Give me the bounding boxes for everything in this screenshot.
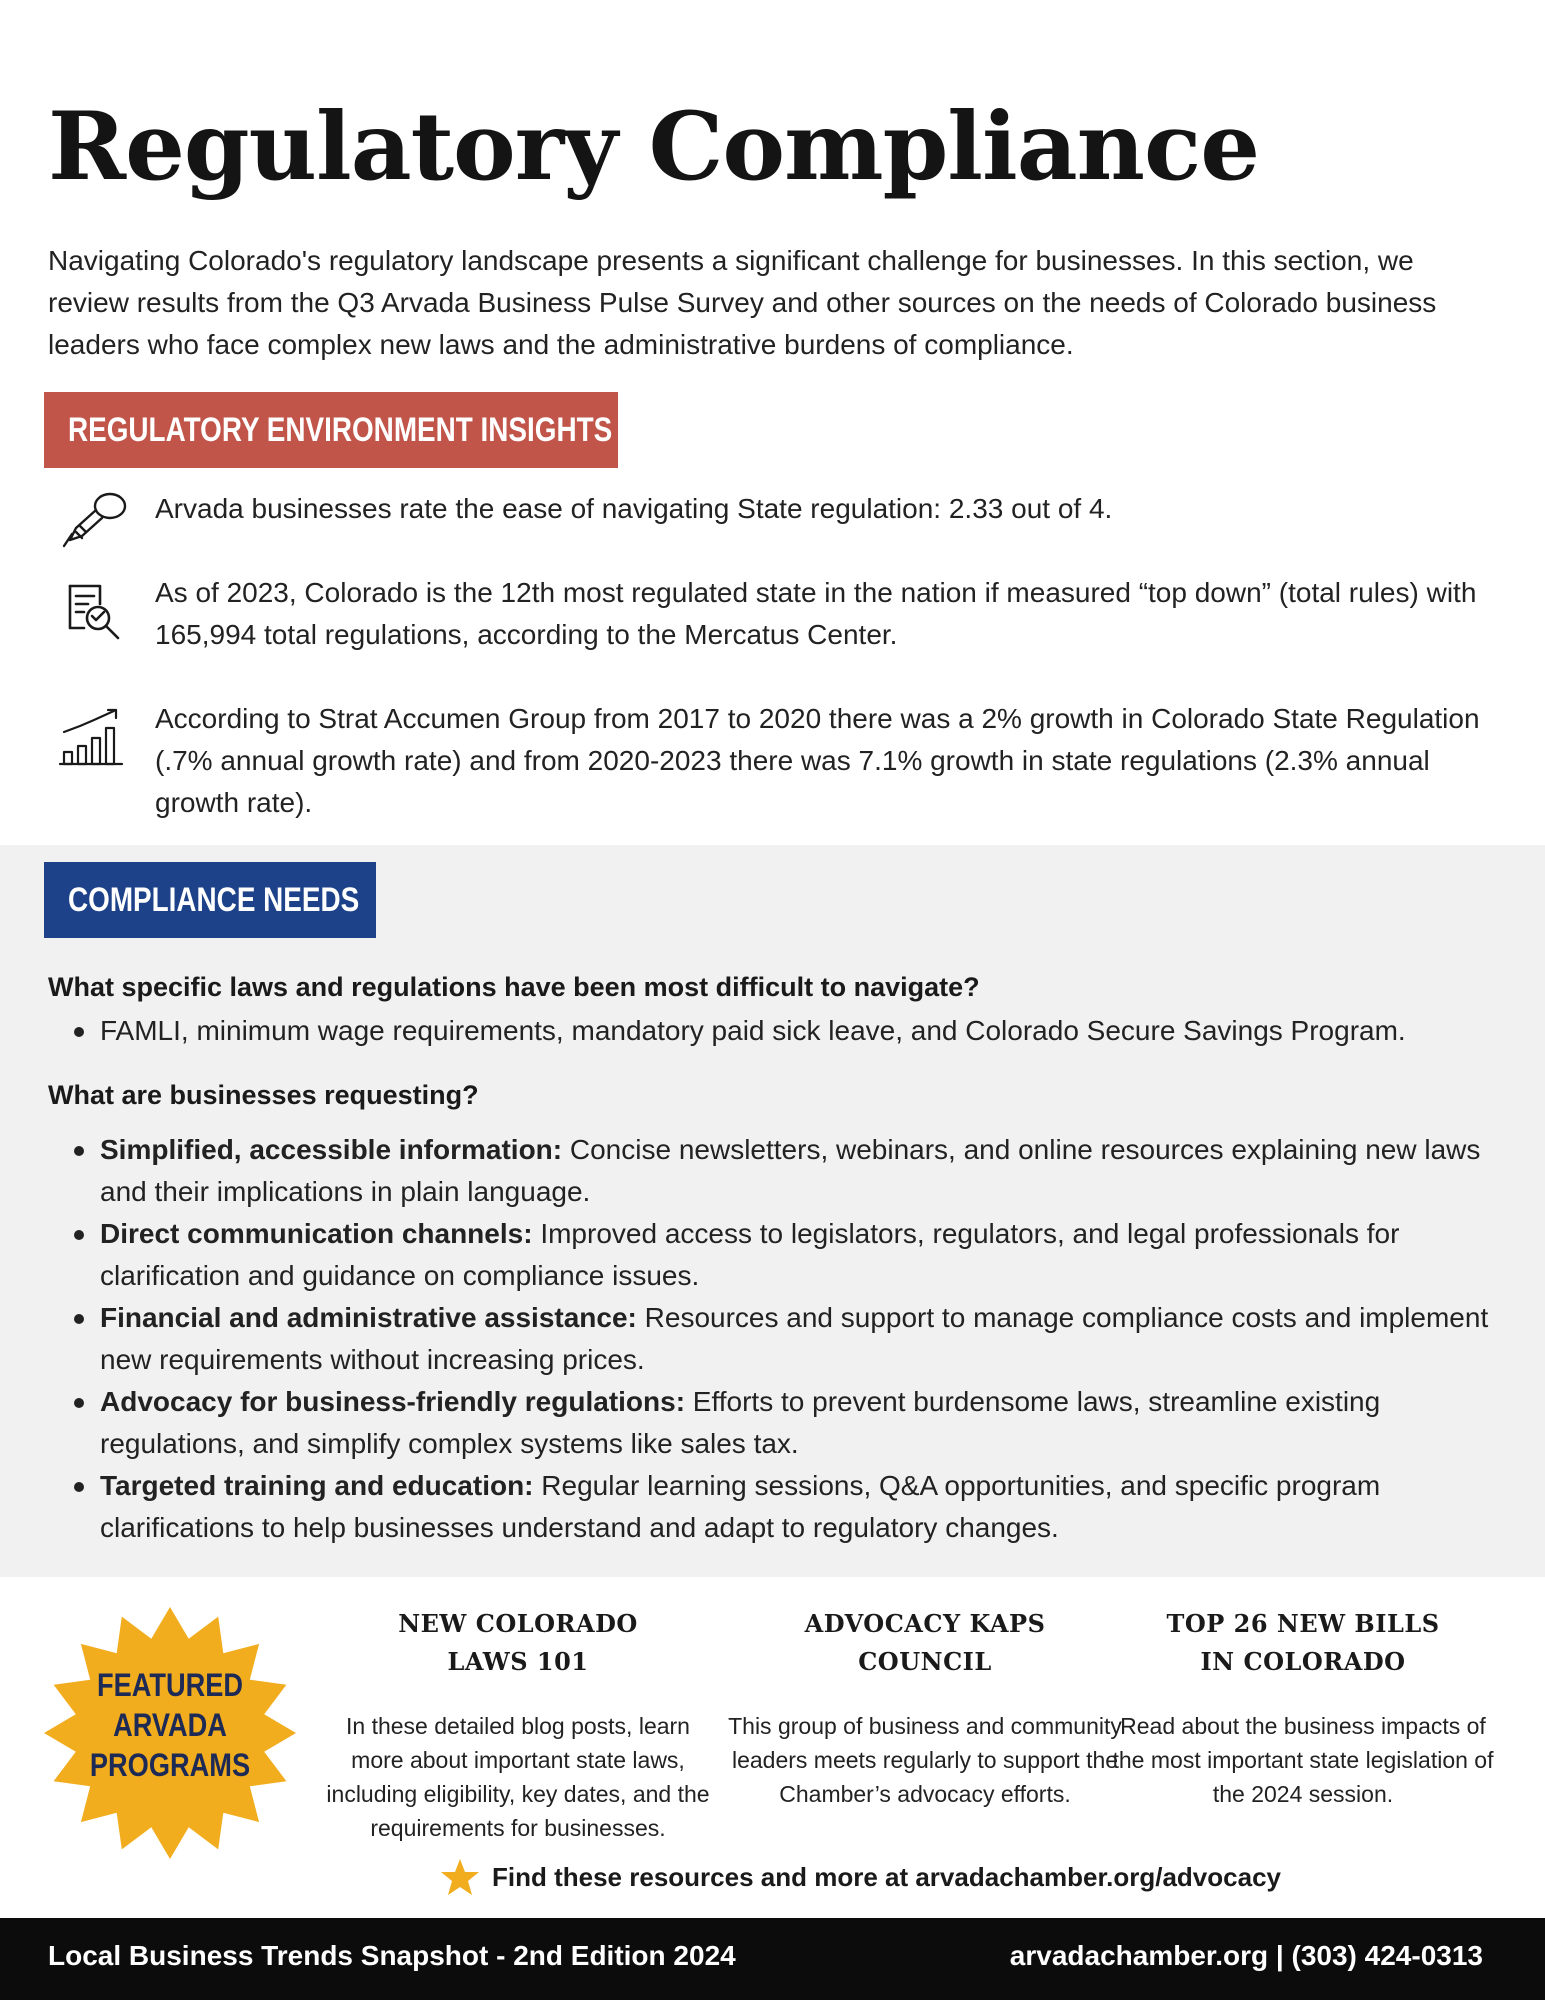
requests-list: [70, 1129, 1490, 1549]
request-text: Concise newsletters, webinars, and online resources explaining new laws and their implications in plain language.: [100, 1134, 1481, 1207]
program-new-colorado-laws[interactable]: [318, 1605, 718, 1845]
featured-badge-line: FEATURED: [96, 1667, 244, 1703]
program-advocacy-kaps-council[interactable]: [725, 1605, 1125, 1811]
insight-text: According to Strat Accumen Group from 2017 to 2020 there was a 2% growth in Colorado State Regulation (.7% annual growth rate) and from 2020-2023 there was 7.1% growth in state regulations (2.3% annual growth rate).: [155, 703, 1480, 818]
program-title: [318, 1605, 718, 1681]
insights-section-header: [44, 392, 618, 468]
document-magnifier-icon: [58, 582, 130, 642]
growth-chart-icon: [58, 708, 130, 768]
list-item: [70, 1129, 1490, 1213]
requests-question: What are businesses requesting?: [48, 1080, 479, 1110]
star-icon: [440, 1858, 480, 1896]
difficult-laws-question: What specific laws and regulations have been most difficult to navigate?: [48, 972, 980, 1002]
request-text: Regular learning sessions, Q&A opportunities, and specific program clarifications to help businesses understand and adapt to regulatory changes.: [100, 1470, 1381, 1543]
list-item: [70, 1297, 1490, 1381]
featured-badge-line: ARVADA: [113, 1707, 227, 1743]
program-top-26-new-bills[interactable]: [1103, 1605, 1503, 1811]
request-text: Improved access to legislators, regulators, and legal professionals for clarification and guidance on compliance issues.: [100, 1218, 1400, 1291]
insights-section-header-label: REGULATORY ENVIRONMENT INSIGHTS: [68, 410, 613, 449]
program-title-line: LAWS 101: [447, 1647, 589, 1676]
request-label: Simplified, accessible information:: [100, 1134, 563, 1165]
program-title: [1103, 1605, 1503, 1681]
footer-bar: [0, 1918, 1545, 2000]
list-item: [70, 1213, 1490, 1297]
request-label: Advocacy for business-friendly regulations:: [100, 1386, 686, 1417]
request-label: Direct communication channels:: [100, 1218, 533, 1249]
program-description: Read about the business impacts of the most important state legislation of the 2024 session.: [1112, 1713, 1494, 1807]
navigation-rocket-icon: [58, 490, 130, 550]
page-title: Regulatory Compliance: [48, 92, 1260, 202]
program-title-line: COUNCIL: [858, 1647, 992, 1676]
difficult-laws-list: [70, 1010, 1490, 1052]
featured-badge-line: PROGRAMS: [89, 1747, 251, 1783]
list-item: [70, 1465, 1490, 1549]
insight-text: As of 2023, Colorado is the 12th most regulated state in the nation if measured “top down” (total rules) with 165,994 total regulations, according to the Mercatus Center.: [155, 577, 1477, 650]
request-text: Efforts to prevent burdensome laws, streamline existing regulations, and simplify complex systems like sales tax.: [100, 1386, 1381, 1459]
featured-badge-text: [40, 1665, 300, 1785]
request-text: Resources and support to manage compliance costs and implement new requirements without increasing prices.: [100, 1302, 1489, 1375]
program-description: This group of business and community leaders meets regularly to support the Chamber’s advocacy efforts.: [728, 1713, 1122, 1807]
program-description: In these detailed blog posts, learn more about important state laws, including eligibility, key dates, and the requirements for businesses.: [326, 1713, 710, 1841]
program-title-line: ADVOCACY KAPS: [804, 1609, 1046, 1638]
intro-paragraph: Navigating Colorado's regulatory landscape presents a significant challenge for businesses. In this section, we review results from the Q3 Arvada Business Pulse Survey and other sources on the needs of Colorado business leaders who face complex new laws and the administrative burdens of compliance.: [48, 245, 1437, 360]
find-resources-text: Find these resources and more at arvadachamber.org/advocacy: [492, 1861, 1281, 1892]
footer-publication-title: Local Business Trends Snapshot - 2nd Edition 2024: [48, 1940, 736, 1971]
find-resources-link[interactable]: [440, 1858, 1281, 1896]
needs-section-header-label: COMPLIANCE NEEDS: [68, 880, 360, 919]
program-title-line: NEW COLORADO: [398, 1609, 638, 1638]
program-title-line: IN COLORADO: [1200, 1647, 1406, 1676]
footer-contact[interactable]: arvadachamber.org | (303) 424-0313: [1009, 1940, 1483, 1971]
program-title-line: TOP 26 NEW BILLS: [1166, 1609, 1440, 1638]
insight-text: Arvada businesses rate the ease of navigating State regulation: 2.33 out of 4.: [155, 493, 1113, 524]
program-title: [725, 1605, 1125, 1681]
needs-section-header: [44, 862, 376, 938]
list-item: FAMLI, minimum wage requirements, mandatory paid sick leave, and Colorado Secure Savings Program.: [70, 1010, 1490, 1052]
list-item: [70, 1381, 1490, 1465]
request-label: Targeted training and education:: [100, 1470, 534, 1501]
request-label: Financial and administrative assistance:: [100, 1302, 637, 1333]
